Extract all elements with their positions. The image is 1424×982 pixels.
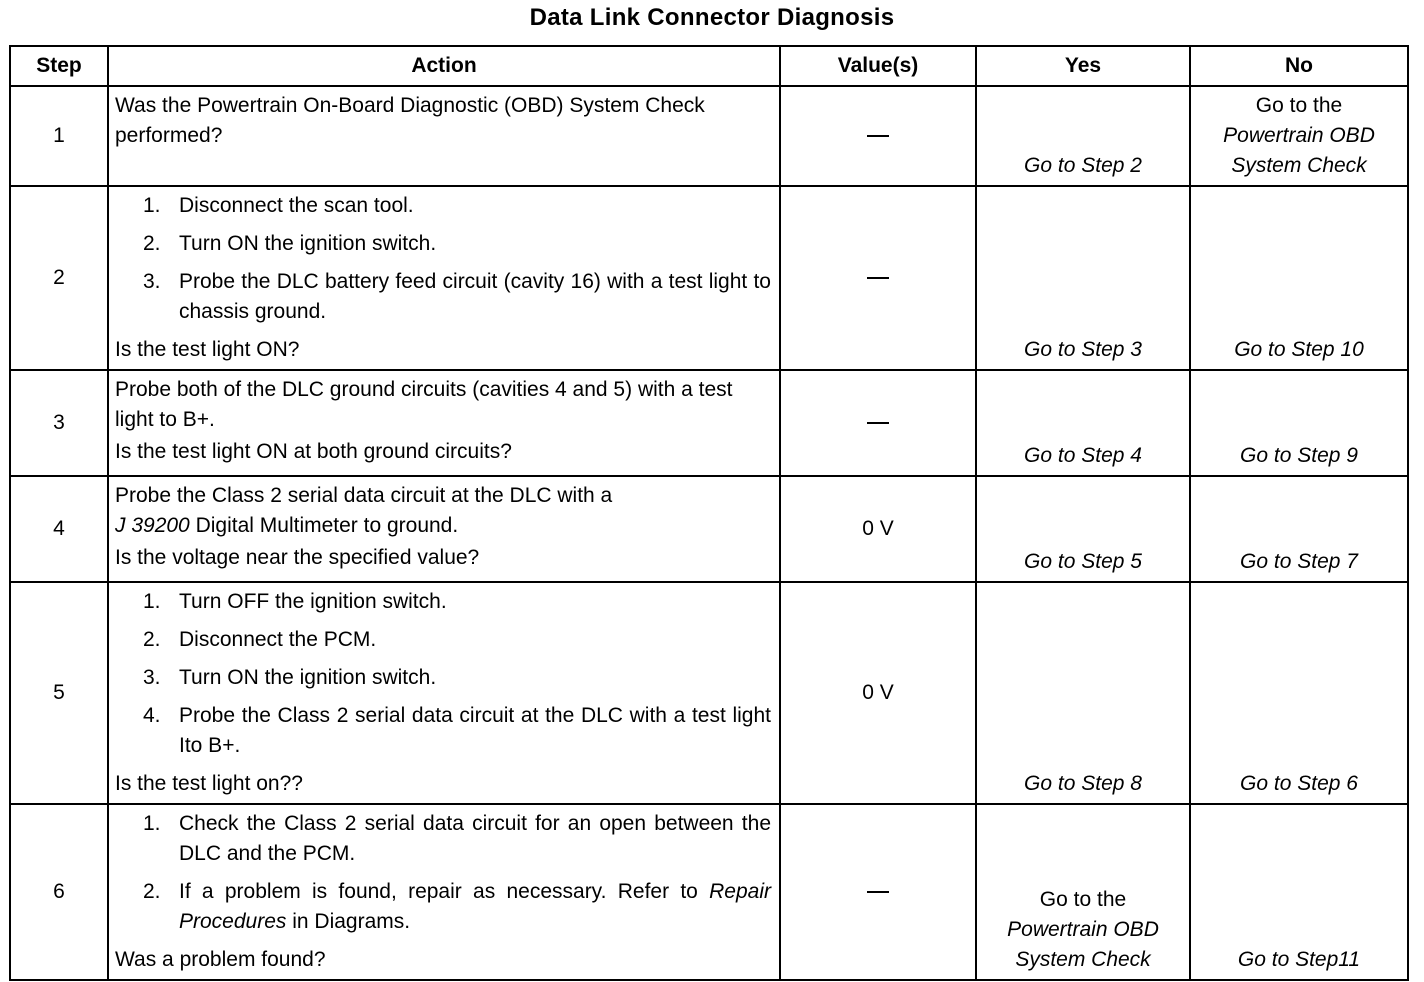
yes-line2: Powertrain OBD System Check (1007, 918, 1159, 971)
question-text: Is the test light ON? (115, 338, 300, 361)
yes-cell: Go to Step 5 (976, 476, 1190, 582)
list-item: 2. If a problem is found, repair as necessary. Refer to Repair Procedures in Diagrams. (143, 880, 771, 933)
yes-cell (976, 804, 1190, 980)
list-item: 4. Probe the Class 2 serial data circuit at the DLC with a test light Ito B+. (143, 704, 771, 757)
header-row (10, 46, 1408, 86)
list-item: 1. Check the Class 2 serial data circuit for an open between the DLC and the PCM. (143, 812, 771, 865)
value-cell: 0 V (780, 582, 976, 804)
step-number: 2 (10, 186, 108, 370)
dash-mark (867, 135, 889, 137)
table-row (10, 476, 1408, 582)
question-text: Was a problem found? (115, 948, 326, 971)
no-cell: Go to Step 6 (1190, 582, 1408, 804)
header-action: Action (108, 46, 780, 86)
action-cell (108, 370, 780, 476)
action-cell (108, 86, 780, 186)
action-list (115, 587, 771, 761)
list-item: 2. Turn ON the ignition switch. (143, 232, 437, 255)
action-cell (108, 582, 780, 804)
list-item: 1. Disconnect the scan tool. (143, 194, 414, 217)
table-row (10, 186, 1408, 370)
header-no: No (1190, 46, 1408, 86)
action-list (115, 809, 771, 937)
yes-cell: Go to Step 3 (976, 186, 1190, 370)
no-cell: Go to Step11 (1190, 804, 1408, 980)
no-cell (1190, 86, 1408, 186)
no-line1: Go to the (1255, 94, 1343, 117)
dash-mark (867, 277, 889, 279)
dash-mark (867, 422, 889, 424)
yes-cell: Go to Step 2 (976, 86, 1190, 186)
no-cell: Go to Step 10 (1190, 186, 1408, 370)
table-row (10, 86, 1408, 186)
list-item: 3. Probe the DLC battery feed circuit (cavity 16) with a test light to chassis ground. (143, 270, 771, 323)
page-title: Data Link Connector Diagnosis (529, 4, 895, 31)
list-item: 1. Turn OFF the ignition switch. (143, 590, 447, 613)
value-cell (780, 370, 976, 476)
list-item: 3. Turn ON the ignition switch. (143, 666, 437, 689)
action-text: Was the Powertrain On-Board Diagnostic (OBD) System Check performed? (115, 94, 705, 147)
action-text: Probe both of the DLC ground circuits (cavities 4 and 5) with a test light to B+. (115, 378, 733, 431)
no-cell: Go to Step 7 (1190, 476, 1408, 582)
yes-line1: Go to the (1039, 888, 1127, 911)
no-line2: Powertrain OBD System Check (1223, 124, 1375, 177)
header-value: Value(s) (780, 46, 976, 86)
table-row (10, 582, 1408, 804)
value-cell (780, 86, 976, 186)
step-number: 5 (10, 582, 108, 804)
dash-mark (867, 891, 889, 893)
diagnosis-table (9, 45, 1409, 981)
yes-cell: Go to Step 8 (976, 582, 1190, 804)
yes-cell: Go to Step 4 (976, 370, 1190, 476)
value-cell (780, 186, 976, 370)
value-cell (780, 804, 976, 980)
tool-reference: J 39200 (115, 514, 190, 537)
step-number: 6 (10, 804, 108, 980)
action-cell (108, 804, 780, 980)
value-cell: 0 V (780, 476, 976, 582)
table-row (10, 370, 1408, 476)
question-text: Is the voltage near the specified value? (115, 546, 480, 569)
no-cell: Go to Step 9 (1190, 370, 1408, 476)
step-number: 3 (10, 370, 108, 476)
table-row (10, 804, 1408, 980)
action-cell (108, 476, 780, 582)
header-step: Step (10, 46, 108, 86)
list-item: 2. Disconnect the PCM. (143, 628, 377, 651)
step-number: 4 (10, 476, 108, 582)
procedure-reference: Repair Procedures (179, 880, 771, 933)
question-text: Is the test light on?? (115, 772, 303, 795)
action-cell (108, 186, 780, 370)
action-text: Probe the Class 2 serial data circuit at the DLC with a J 39200 Digital Multimeter to ground. (115, 484, 613, 537)
header-yes: Yes (976, 46, 1190, 86)
action-list (115, 191, 771, 327)
step-number: 1 (10, 86, 108, 186)
question-text: Is the test light ON at both ground circuits? (115, 440, 512, 463)
